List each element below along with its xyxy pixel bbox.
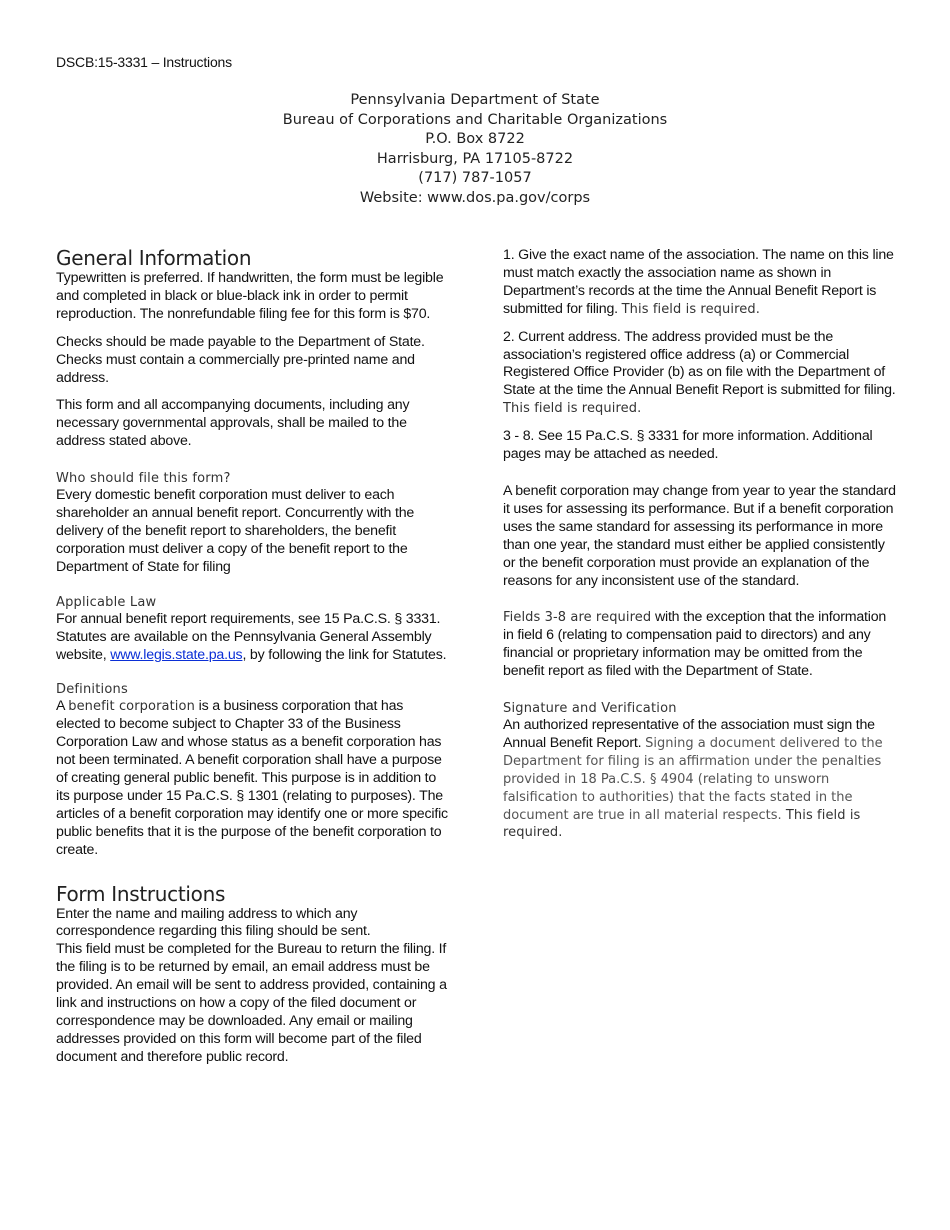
- fields-required-text: with the exception that the information in field 6 (relating to compensation paid to directors) and any financial or proprietary information may be omitted from the benefit report as filed with the Department of State.: [503, 609, 887, 680]
- definitions-heading: Definitions: [56, 682, 128, 698]
- form-instructions-paragraph-2: This field must be completed for the Bureau to return the filing. If the filing is to be returned by email, an email address must be provided. An email will be sent to address provided, containing a link and instructions on how a copy of the filed document or correspondence may be downloaded. Any email or mailing addresses provided on this form will become part of the filed document and therefore public record.: [56, 941, 447, 1065]
- definitions-lead: A: [56, 698, 69, 715]
- field-1-text: 1. Give the exact name of the association. The name on this line must match exactly the association name as shown in Department’s records at the time the Annual Benefit Report is submitted for filing.: [503, 247, 894, 317]
- field-2-instructions: [503, 329, 898, 419]
- bureau-name: Bureau of Corporations and Charitable Organizations: [282, 111, 668, 128]
- applicable-law-heading: Applicable Law: [56, 594, 157, 610]
- field-1-instructions: [503, 247, 898, 319]
- applicable-law-text-end: , by following the link for Statutes.: [242, 646, 447, 663]
- signature-required: This field is required.: [503, 807, 861, 841]
- field-1-required: This field is required.: [621, 301, 760, 317]
- applicable-law-text: For annual benefit report requirements, see 15 Pa.C.S. § 3331. Statutes are available on the Pennsylvania General Assembly website,: [56, 610, 441, 663]
- form-instructions-heading: Form Instructions: [56, 881, 226, 906]
- po-box: P.O. Box 8722: [425, 131, 525, 148]
- fields-3-8-instructions: 3 - 8. See 15 Pa.C.S. § 3331 for more information. Additional pages may be attached as needed.: [503, 428, 873, 463]
- signature-verification-heading: Signature and Verification: [503, 701, 677, 717]
- left-column: [56, 246, 451, 1067]
- general-paragraph-1: Typewritten is preferred. If handwritten, the form must be legible and completed in black or blue-black ink in order to permit reproduction. The nonrefundable filing fee for this form is $70.: [56, 270, 444, 322]
- form-instructions-paragraph-1: Enter the name and mailing address to which any correspondence regarding this filing should be sent.: [56, 905, 371, 940]
- definitions-text: is a business corporation that has elected to become subject to Chapter 33 of the Business Corporation Law and whose status as a benefit corporation has not been terminated. A benefit corporation shall have a purpose of creating general public benefit. This purpose is in addition to its purpose under 15 Pa.C.S. § 1301 (relating to purposes). The articles of a benefit corporation may identify one or more specific public benefits that it is the purpose of the benefit corporation to create.: [56, 698, 448, 858]
- agency-header: [0, 91, 950, 209]
- definitions-body: [56, 698, 451, 859]
- fields-required-label: Fields 3-8 are required: [503, 610, 652, 626]
- field-2-text: 2. Current address. The address provided must be the association’s registered office address (a) or Commercial Registered Office Provider (b) as on file with the Department of State at the time the Annual Benefit Report is submitted for filing.: [503, 328, 896, 399]
- statutes-website-link[interactable]: www.legis.state.pa.us: [110, 646, 243, 663]
- who-should-file-body: Every domestic benefit corporation must deliver to each shareholder an annual benefit report. Concurrently with the delivery of the benefit report to shareholders, the benefit corporation must deliver a copy of the benefit report to the Department of State for filing: [56, 487, 415, 575]
- general-information-heading: General Information: [56, 246, 252, 270]
- benefit-corporation-term: benefit corporation: [68, 699, 195, 715]
- field-2-required: This field is required.: [503, 401, 642, 417]
- website: Website: www.dos.pa.gov/corps: [359, 189, 591, 206]
- who-should-file-heading: Who should file this form?: [56, 471, 231, 487]
- assessment-standard-paragraph: A benefit corporation may change from year to year the standard it uses for assessing its performance. But if a benefit corporation uses the same standard for assessing its performance in more than one year, the standard must either be applied consistently or the benefit corporation must provide an explanation of the reasons for any inconsistent use of the standard.: [503, 482, 896, 589]
- agency-name: Pennsylvania Department of State: [350, 92, 600, 108]
- signature-verification-body: [503, 717, 898, 842]
- city-state-zip: Harrisburg, PA 17105-8722: [376, 150, 574, 167]
- phone: (717) 787-1057: [418, 170, 532, 187]
- document-id: DSCB:15-3331 – Instructions: [56, 54, 232, 70]
- required-fields-paragraph: [503, 609, 898, 681]
- right-column: [503, 247, 898, 842]
- general-paragraph-2: Checks should be made payable to the Department of State. Checks must contain a commercially pre-printed name and address.: [56, 333, 425, 386]
- general-paragraph-3: This form and all accompanying documents, including any necessary governmental approvals, shall be mailed to the address stated above.: [56, 397, 410, 450]
- signature-affirmation: Signing a document delivered to the Department for filing is an affirmation under the penalties provided in 18 Pa.C.S. § 4904 (relating to unsworn falsification to authorities) that the facts stated in the document are true in all material respects.: [503, 735, 883, 823]
- applicable-law-body: [56, 611, 451, 665]
- signature-text: An authorized representative of the association must sign the Annual Benefit Report.: [503, 717, 875, 751]
